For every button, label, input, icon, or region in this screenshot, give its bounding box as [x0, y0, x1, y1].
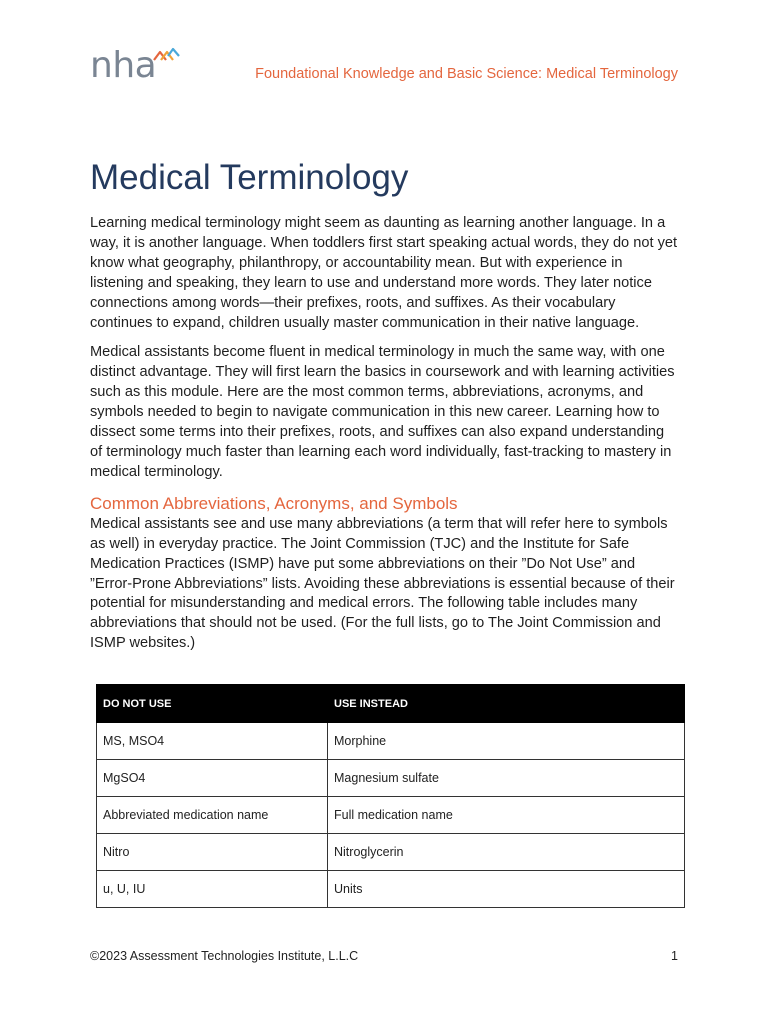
nha-logo — [90, 44, 190, 84]
page-number: 1 — [671, 949, 678, 963]
table-row — [97, 723, 685, 760]
do-not-use-cell: u, U, IU — [97, 871, 328, 908]
do-not-use-cell: MgSO4 — [97, 760, 328, 797]
column-header-do-not-use: DO NOT USE — [97, 685, 328, 723]
use-instead-cell: Full medication name — [328, 797, 685, 834]
do-not-use-cell: Nitro — [97, 834, 328, 871]
use-instead-cell: Magnesium sulfate — [328, 760, 685, 797]
column-header-use-instead: USE INSTEAD — [328, 685, 685, 723]
second-paragraph: Medical assistants become fluent in medical terminology in much the same way, with one distinct advantage. They will first learn the basics in coursework and with learning activities such as this module. Here are the most common terms, abbreviations, acronyms, and symbols needed to begin to navigate communication in this new career. Learning how to dissect some terms into their prefixes, roots, and suffixes can also expand understanding of terminology much faster than learning each word individually, fast-tracking to mastery in medical terminology. — [90, 344, 675, 480]
abbreviations-table — [96, 684, 685, 908]
use-instead-cell: Units — [328, 871, 685, 908]
logo-text: nha — [90, 45, 157, 86]
table-row — [97, 871, 685, 908]
table-header-row — [97, 685, 685, 723]
use-instead-cell: Nitroglycerin — [328, 834, 685, 871]
do-not-use-cell: MS, MSO4 — [97, 723, 328, 760]
table-row — [97, 760, 685, 797]
section-heading: Common Abbreviations, Acronyms, and Symbols — [90, 493, 458, 513]
table-row — [97, 834, 685, 871]
logo-chevrons-icon — [152, 44, 182, 64]
intro-paragraph: Learning medical terminology might seem as daunting as learning another language. In a way, it is another language. When toddlers first start speaking actual words, they do not yet know what geography, philanthropy, or accountability mean. But with experience in listening and speaking, they learn to use and understand more words. They later notice connections among words—their prefixes, roots, and suffixes. As their vocabulary continues to expand, children usually master communication in their native language. — [90, 215, 678, 331]
header-title: Foundational Knowledge and Basic Science: Medical Terminology — [255, 66, 678, 82]
footer-copyright: ©2023 Assessment Technologies Institute, L.L.C — [90, 949, 359, 963]
do-not-use-cell: Abbreviated medication name — [97, 797, 328, 834]
use-instead-cell: Morphine — [328, 723, 685, 760]
section-paragraph: Medical assistants see and use many abbreviations (a term that will refer here to symbols as well) in everyday practice. The Joint Commission (TJC) and the Institute for Safe Medication Practices (ISMP) have put some abbreviations on their ”Do Not Use” and ”Error-Prone Abbreviations” lists. Avoiding these abbreviations is essential because of their potential for misunderstanding and medical errors. The following table includes many abbreviations that should not be used. (For the full lists, go to The Joint Commission and ISMP websites.) — [90, 515, 675, 652]
table-row — [97, 797, 685, 834]
page-title: Medical Terminology — [90, 158, 409, 197]
main-content — [90, 214, 680, 664]
